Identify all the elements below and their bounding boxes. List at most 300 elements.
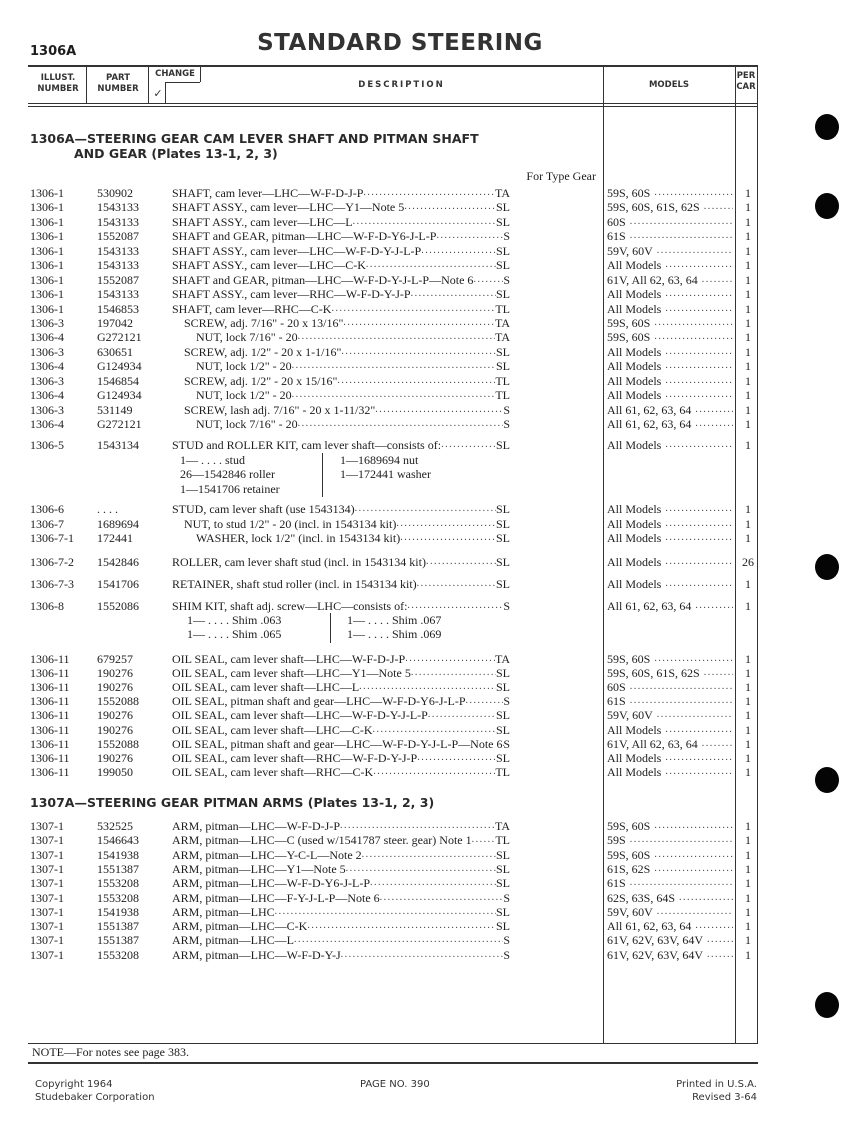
illust-number: 1306-1: [30, 243, 64, 258]
part-number: 190276: [97, 708, 133, 723]
per-car: 1: [745, 666, 751, 681]
per-car: 1: [745, 243, 751, 258]
models: [607, 933, 733, 947]
footer-page-number: PAGE NO. 390: [360, 1079, 430, 1090]
description: [172, 694, 510, 708]
table-row: [0, 876, 760, 890]
gear-type-code: S: [503, 890, 510, 905]
dot-leader: [355, 502, 496, 516]
per-car: 1: [745, 287, 751, 302]
description-text: SCREW, adj. 1/2" - 20 x 1-1/16": [184, 344, 342, 359]
part-number: 1552088: [97, 694, 139, 709]
dot-leader: [665, 517, 733, 531]
dot-leader: [363, 186, 495, 200]
dot-leader: [421, 244, 496, 258]
part-number: 530902: [97, 186, 133, 200]
per-car: 1: [745, 577, 751, 591]
part-number: 1546854: [97, 373, 139, 388]
part-number: 1543133: [97, 287, 139, 302]
part-number: 1543133: [97, 258, 139, 273]
description: [172, 833, 510, 847]
dot-leader: [428, 708, 496, 722]
binder-hole-icon: [815, 554, 839, 580]
description-text: OIL SEAL, cam lever shaft—RHC—W-F-D-Y-J-P: [172, 750, 418, 765]
per-car: 1: [745, 417, 751, 431]
table-row: [0, 417, 760, 431]
gear-type-code: TA: [494, 186, 510, 200]
description: [172, 652, 510, 666]
per-car: 1: [745, 301, 751, 316]
models-text: All Models: [607, 301, 662, 316]
models: [607, 555, 733, 569]
per-car: 1: [745, 947, 751, 962]
part-number: 1543134: [97, 438, 139, 452]
table-row: [0, 737, 760, 751]
description-text: ARM, pitman—LHC—F-Y-J-L-P—Note 6: [172, 890, 380, 905]
dot-leader: [654, 652, 733, 666]
table-row: [0, 891, 760, 905]
models: [607, 502, 733, 516]
models: [607, 891, 733, 905]
part-number: 1543133: [97, 200, 139, 215]
gear-type-code: SL: [495, 750, 510, 765]
models: [607, 438, 733, 452]
models-text: 59V, 60V: [607, 904, 653, 919]
illust-number: 1306-5: [30, 438, 64, 452]
part-number: 1551387: [97, 919, 139, 934]
gear-type-code: S: [503, 736, 510, 751]
per-car: 1: [745, 694, 751, 709]
change-box-bottom: [165, 82, 200, 83]
illust-number: 1306-3: [30, 316, 64, 330]
per-car: 1: [745, 258, 751, 273]
gear-type-code: TA: [494, 819, 510, 833]
kit-item: 1—172441 washer: [340, 467, 431, 482]
table-row: [0, 359, 760, 373]
models-text: 59V, 60V: [607, 708, 653, 723]
dot-leader: [704, 200, 733, 214]
models-text: 59S, 60S: [607, 186, 651, 200]
description-text: ARM, pitman—LHC—W-F-D-Y6-J-L-P: [172, 876, 370, 891]
illust-number: 1306-7-2: [30, 555, 74, 569]
description: [172, 302, 510, 316]
table-row: [0, 833, 760, 847]
description-text: SHAFT, cam lever—LHC—W-F-D-J-P: [172, 186, 364, 200]
models-text: 59V, 60V: [607, 243, 653, 258]
col-header-illust: ILLUST. NUMBER: [37, 73, 79, 94]
gear-type-code: SL: [495, 666, 510, 681]
illust-number: 1307-1: [30, 890, 64, 905]
dot-leader: [353, 215, 496, 229]
dot-leader: [375, 403, 503, 417]
description-text: SHAFT and GEAR, pitman—LHC—W-F-D-Y6-J-L-P: [172, 229, 437, 244]
illust-number: 1306-1: [30, 200, 64, 215]
table-row: [0, 751, 760, 765]
table-row: [0, 502, 760, 516]
part-number: 1553208: [97, 947, 139, 962]
illust-number: 1306-3: [30, 373, 64, 388]
gear-type-code: TL: [495, 373, 510, 388]
gear-type-code: TA: [494, 316, 510, 330]
description: [172, 765, 510, 779]
gear-type-code: SL: [495, 243, 510, 258]
models-text: All 61, 62, 63, 64: [607, 919, 692, 934]
dot-leader: [665, 345, 733, 359]
description: [172, 751, 510, 765]
table-row: [0, 933, 760, 947]
table-row: [0, 948, 760, 962]
illust-number: 1307-1: [30, 847, 64, 862]
dot-leader: [380, 891, 504, 905]
part-number: 1543133: [97, 243, 139, 258]
part-number: 679257: [97, 652, 133, 666]
models-text: All Models: [607, 373, 662, 388]
per-car: 1: [745, 402, 751, 417]
dot-leader: [292, 388, 496, 402]
models: [607, 577, 733, 591]
models-text: All Models: [607, 722, 662, 737]
kit-item: 1— . . . . Shim .067: [347, 613, 442, 627]
description: [172, 666, 510, 680]
dot-leader: [702, 737, 733, 751]
dot-leader: [630, 680, 733, 694]
description: [172, 948, 510, 962]
dot-leader: [704, 666, 733, 680]
table-row: [0, 680, 760, 694]
dot-leader: [373, 765, 495, 779]
description-text: ROLLER, cam lever shaft stud (incl. in 1543134 kit): [172, 555, 426, 569]
gear-type-code: SL: [495, 861, 510, 876]
models-text: All Models: [607, 287, 662, 302]
models-text: All 61, 62, 63, 64: [607, 402, 692, 417]
description-text: ARM, pitman—LHC—C (used w/1541787 steer. gear) Note 1: [172, 833, 472, 848]
models: [607, 694, 733, 708]
gear-type-code: S: [503, 272, 510, 287]
dot-leader: [294, 933, 503, 947]
page-code: 1306A: [30, 44, 77, 59]
description: [172, 919, 510, 933]
illust-number: 1307-1: [30, 904, 64, 919]
kit-contents-right: [340, 453, 431, 482]
part-number: 199050: [97, 764, 133, 779]
description: [172, 215, 510, 229]
per-car: 1: [745, 373, 751, 388]
table-row: [0, 287, 760, 301]
illust-number: 1306-11: [30, 708, 70, 723]
illust-number: 1306-4: [30, 388, 64, 403]
dot-leader: [407, 599, 503, 613]
dot-leader: [695, 417, 733, 431]
section-title-line: 1306A—STEERING GEAR CAM LEVER SHAFT AND PITMAN SHAFT: [30, 131, 479, 146]
col-header-description: DESCRIPTION: [358, 80, 445, 90]
part-number: 190276: [97, 722, 133, 737]
models: [607, 876, 733, 890]
models-text: All Models: [607, 531, 662, 545]
section-subheading: For Type Gear: [526, 169, 596, 183]
description: [172, 708, 510, 722]
dot-leader: [657, 244, 733, 258]
kit-item: 1— . . . . Shim .063: [187, 613, 282, 627]
dot-leader: [331, 302, 495, 316]
gear-type-code: SL: [495, 502, 510, 516]
models: [607, 345, 733, 359]
description: [172, 862, 510, 876]
models: [607, 316, 733, 330]
description: [172, 229, 510, 243]
kit-item: 1— . . . . stud: [180, 453, 246, 467]
description-text: SHAFT ASSY., cam lever—LHC—W-F-D-Y-J-L-P: [172, 243, 422, 258]
note-text: NOTE—For notes see page 383.: [32, 1045, 189, 1059]
gear-type-code: SL: [495, 531, 510, 545]
dot-leader: [275, 905, 496, 919]
models-text: All Models: [607, 577, 662, 591]
description-text: SHAFT ASSY., cam lever—LHC—C-K: [172, 258, 366, 273]
illust-number: 1307-1: [30, 861, 64, 876]
section-title: [30, 131, 479, 161]
dot-leader: [466, 694, 504, 708]
models: [607, 819, 733, 833]
header-divider: [148, 67, 149, 103]
per-car: 1: [745, 890, 751, 905]
dot-leader: [665, 723, 733, 737]
table-row: [0, 708, 760, 722]
description-text: ARM, pitman—LHC—Y1—Note 5: [172, 861, 346, 876]
description: [172, 848, 510, 862]
part-number: 197042: [97, 316, 133, 330]
models: [607, 517, 733, 531]
dot-leader: [411, 287, 496, 301]
table-row: [0, 244, 760, 258]
illust-number: 1306-7-1: [30, 531, 74, 545]
models-text: All Models: [607, 388, 662, 403]
description-text: OIL SEAL, cam lever shaft—LHC—Y1—Note 5: [172, 666, 411, 681]
table-row: [0, 388, 760, 402]
dot-leader: [366, 258, 496, 272]
binder-hole-icon: [815, 193, 839, 219]
kit-item: 1— . . . . Shim .069: [347, 627, 442, 642]
description: [172, 891, 510, 905]
per-car: 1: [745, 708, 751, 723]
dot-leader: [359, 680, 496, 694]
table-row: [0, 273, 760, 287]
gear-type-code: S: [503, 402, 510, 417]
part-number: 190276: [97, 666, 133, 681]
models: [607, 388, 733, 402]
models-text: All Models: [607, 516, 662, 531]
description-text: NUT, to stud 1/2" - 20 (incl. in 1543134 kit): [184, 516, 397, 531]
models-text: All Models: [607, 258, 662, 273]
description: [172, 438, 510, 452]
part-number: 1541938: [97, 904, 139, 919]
section-title-line: AND GEAR (Plates 13-1, 2, 3): [74, 146, 278, 161]
models: [607, 229, 733, 243]
description-text: SCREW, adj. 1/2" - 20 x 15/16": [184, 373, 338, 388]
models-text: 59S, 60S, 61S, 62S: [607, 666, 700, 681]
gear-type-code: TL: [495, 764, 510, 779]
models-text: 61V, All 62, 63, 64: [607, 736, 698, 751]
dot-leader: [654, 862, 733, 876]
description-text: SHIM KIT, shaft adj. screw—LHC—consists of:: [172, 599, 408, 613]
dot-leader: [436, 229, 503, 243]
illust-number: 1306-11: [30, 666, 70, 681]
description-text: ARM, pitman—LHC—W-F-D-Y-J: [172, 947, 341, 962]
models: [607, 948, 733, 962]
description: [172, 287, 510, 301]
table-row: [0, 723, 760, 737]
footer-copyright: Copyright 1964 Studebaker Corporation: [35, 1079, 155, 1103]
part-number: 1551387: [97, 861, 139, 876]
models-text: All Models: [607, 344, 662, 359]
table-row: [0, 694, 760, 708]
kit-contents-right: [347, 613, 441, 642]
kit-contents-left: [180, 453, 280, 496]
description-text: OIL SEAL, cam lever shaft—LHC—W-F-D-Y-J-L-P: [172, 708, 428, 723]
part-number: 630651: [97, 344, 133, 359]
description-text: OIL SEAL, cam lever shaft—LHC—W-F-D-J-P: [172, 652, 406, 666]
description: [172, 244, 510, 258]
list-bottom-rule: [28, 1043, 758, 1044]
dot-leader: [654, 330, 733, 344]
description-text: SHAFT, cam lever—RHC—C-K: [172, 301, 332, 316]
models-text: 60S: [607, 214, 626, 229]
kit-item: 26—1542846 roller: [180, 467, 275, 482]
models-text: 62S, 63S, 64S: [607, 890, 676, 905]
illust-number: 1306-1: [30, 287, 64, 302]
models: [607, 919, 733, 933]
description-text: SHAFT ASSY., cam lever—LHC—Y1—Note 5: [172, 200, 405, 215]
col-header-models: MODELS: [648, 80, 690, 90]
models: [607, 599, 733, 613]
kit-divider: [322, 453, 323, 497]
models-text: 61V, 62V, 63V, 64V: [607, 947, 704, 962]
page-title: STANDARD STEERING: [257, 30, 543, 56]
gear-type-code: SL: [495, 708, 510, 723]
description: [172, 186, 510, 200]
part-number: 1542846: [97, 555, 139, 569]
kit-item: 1— . . . . Shim .065: [187, 627, 282, 642]
dot-leader: [665, 359, 733, 373]
part-number: 1541706: [97, 577, 139, 591]
table-row: [0, 186, 760, 200]
models-text: 61S: [607, 229, 626, 244]
models-text: 61S, 62S: [607, 861, 651, 876]
gear-type-code: S: [503, 947, 510, 962]
table-row: [0, 555, 760, 569]
per-car: 1: [745, 722, 751, 737]
part-number: 190276: [97, 680, 133, 695]
gear-type-code: SL: [495, 876, 510, 891]
models-text: All Models: [607, 750, 662, 765]
col-header-change: CHANGE: [155, 69, 195, 79]
models: [607, 273, 733, 287]
dot-leader: [400, 531, 496, 545]
section-title-line: 1307A—STEERING GEAR PITMAN ARMS (Plates 13-1, 2, 3): [30, 795, 435, 810]
dot-leader: [665, 388, 733, 402]
header-top-rule: [28, 65, 758, 67]
gear-type-code: SL: [495, 904, 510, 919]
dot-leader: [472, 833, 496, 847]
table-row: [0, 577, 760, 591]
description-text: ARM, pitman—LHC: [172, 904, 275, 919]
gear-type-code: TL: [495, 388, 510, 403]
per-car: 1: [745, 438, 751, 452]
part-number: 190276: [97, 750, 133, 765]
illust-number: 1306-1: [30, 186, 64, 200]
dot-leader: [665, 438, 733, 452]
part-number: 1552088: [97, 736, 139, 751]
models: [607, 905, 733, 919]
dot-leader: [657, 708, 733, 722]
description: [172, 258, 510, 272]
models: [607, 666, 733, 680]
dot-leader: [441, 438, 496, 452]
description-text: WASHER, lock 1/2" (incl. in 1543134 kit): [196, 531, 401, 545]
per-car: 1: [745, 186, 751, 200]
part-number: 1543133: [97, 214, 139, 229]
models: [607, 765, 733, 779]
description: [172, 273, 510, 287]
per-car: 1: [745, 214, 751, 229]
dot-leader: [341, 345, 496, 359]
part-number: G272121: [97, 417, 142, 431]
dot-leader: [343, 316, 495, 330]
col-header-part: PART NUMBER: [97, 73, 139, 94]
illust-number: 1307-1: [30, 876, 64, 891]
description: [172, 876, 510, 890]
dot-leader: [665, 751, 733, 765]
description: [172, 905, 510, 919]
table-row: [0, 862, 760, 876]
models: [607, 258, 733, 272]
header-divider: [86, 67, 87, 103]
dot-leader: [707, 948, 733, 962]
dot-leader: [426, 555, 496, 569]
part-number: 172441: [97, 531, 133, 545]
table-row: [0, 517, 760, 531]
illust-number: 1306-11: [30, 750, 70, 765]
kit-divider: [330, 613, 331, 643]
per-car: 1: [745, 531, 751, 545]
gear-type-code: S: [503, 694, 510, 709]
dot-leader: [404, 200, 496, 214]
gear-type-code: S: [503, 933, 510, 948]
footer-rule: [28, 1062, 758, 1064]
table-row: [0, 403, 760, 417]
description: [172, 502, 510, 516]
dot-leader: [665, 531, 733, 545]
per-car: 1: [745, 750, 751, 765]
check-icon: ✓: [153, 87, 163, 100]
per-car: 1: [745, 359, 751, 374]
illust-number: 1306-6: [30, 502, 64, 516]
models-text: All Models: [607, 359, 662, 374]
table-row: [0, 215, 760, 229]
description: [172, 933, 510, 947]
dot-leader: [665, 502, 733, 516]
models-text: All 61, 62, 63, 64: [607, 417, 692, 431]
models-text: 59S, 60S: [607, 330, 651, 345]
models: [607, 417, 733, 431]
description-text: NUT, lock 7/16" - 20: [196, 417, 298, 431]
col-header-per-car: PER CAR: [736, 71, 756, 92]
dot-leader: [654, 819, 733, 833]
illust-number: 1307-1: [30, 833, 64, 848]
part-number: 1552087: [97, 272, 139, 287]
illust-number: 1307-1: [30, 819, 64, 833]
per-car: 1: [745, 764, 751, 779]
table-row: [0, 438, 760, 452]
gear-type-code: SL: [495, 344, 510, 359]
